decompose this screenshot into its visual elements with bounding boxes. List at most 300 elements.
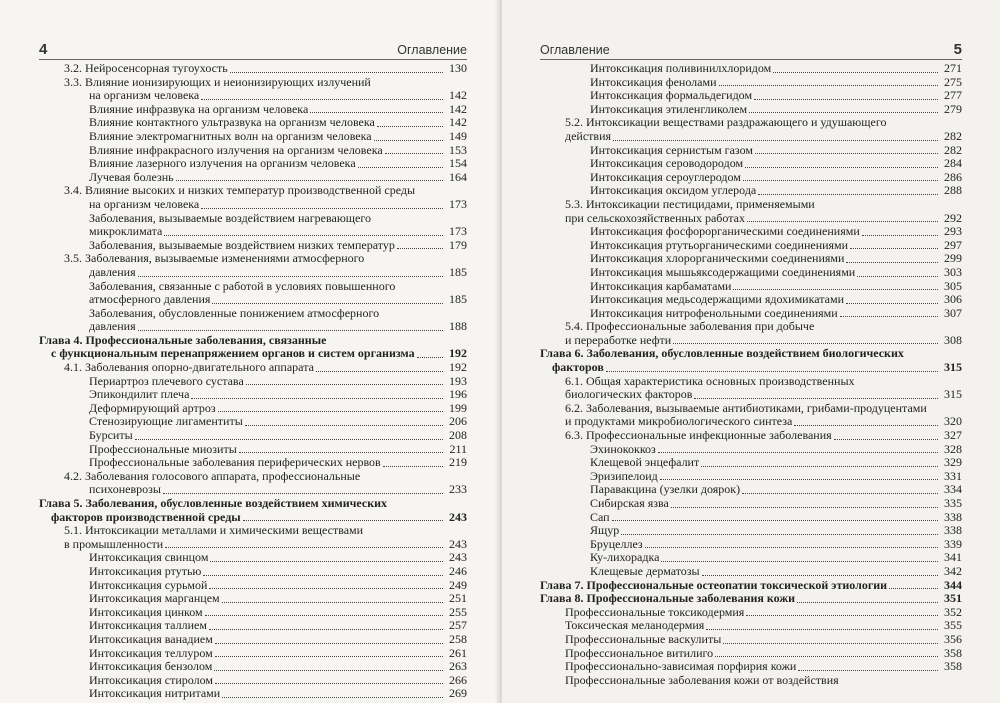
dot-leader — [135, 438, 443, 440]
toc-entry — [39, 687, 467, 701]
toc-entry — [39, 511, 467, 525]
dot-leader — [310, 111, 443, 113]
right-page — [502, 0, 1000, 703]
dot-leader — [191, 397, 443, 399]
toc-entry-title: Влияние инфразвука на организм человека — [89, 102, 309, 116]
toc-entry-page: 282 — [944, 142, 962, 157]
toc-entry — [39, 633, 467, 647]
dot-leader — [840, 315, 938, 317]
toc-entry-title: Профессиональные заболевания периферических нервов — [89, 456, 381, 470]
toc-entry — [39, 579, 467, 593]
toc-entry — [540, 184, 962, 198]
toc-entry-title: Стенозирующие лигаментиты — [89, 415, 243, 429]
toc-entry-title: в промышленности — [64, 537, 164, 551]
toc-entry — [540, 375, 962, 389]
toc-entry — [540, 212, 962, 226]
dot-leader — [613, 139, 938, 141]
dot-leader — [758, 193, 938, 195]
toc-entry-page: 342 — [944, 563, 962, 578]
toc-entry-title: Интоксикация поливинилхлоридом — [590, 62, 772, 75]
toc-entry-title: Профессиональные токсикодермия — [565, 605, 745, 619]
toc-entry — [39, 565, 467, 579]
toc-entry-title: при сельскохозяйственных работах — [565, 211, 745, 225]
toc-entry — [540, 89, 962, 103]
toc-entry-page: 306 — [944, 292, 962, 307]
left-page-number: 4 — [39, 41, 48, 58]
dot-leader — [138, 329, 443, 331]
toc-entry — [540, 171, 962, 185]
dot-leader — [857, 275, 938, 277]
toc-entry-title: Интоксикация медьсодержащими ядохимикатами — [590, 293, 844, 307]
toc-entry-page: 355 — [944, 618, 962, 633]
toc-entry — [39, 334, 467, 348]
toc-entry — [39, 483, 467, 497]
toc-entry — [39, 280, 467, 294]
toc-entry — [540, 551, 962, 565]
toc-entry-page: 246 — [449, 563, 467, 578]
toc-entry — [540, 130, 962, 144]
dot-leader — [215, 655, 443, 657]
toc-entry-title: 6.3. Профессиональные инфекционные заболевания — [565, 429, 832, 443]
toc-entry — [540, 579, 962, 593]
toc-entry-title: Глава 8. Профессиональные заболевания кожи — [540, 592, 795, 606]
toc-entry — [540, 266, 962, 280]
toc-entry — [39, 674, 467, 688]
toc-entry — [39, 320, 467, 334]
toc-entry-title: Интоксикация свинцом — [89, 551, 209, 565]
toc-entry — [39, 647, 467, 661]
dot-leader — [889, 587, 938, 589]
dot-leader — [719, 84, 939, 86]
toc-entry — [540, 511, 962, 525]
dot-leader — [362, 479, 443, 480]
toc-entry — [540, 592, 962, 606]
toc-entry — [39, 660, 467, 674]
dot-leader — [383, 465, 443, 467]
dot-leader — [658, 451, 938, 453]
left-running-title: Оглавление — [397, 43, 467, 57]
toc-entry — [540, 674, 962, 688]
toc-entry — [39, 239, 467, 253]
toc-entry-page: 331 — [944, 468, 962, 483]
dot-leader — [850, 247, 938, 249]
toc-entry — [39, 429, 467, 443]
toc-entry-page: 271 — [944, 61, 962, 75]
toc-entry — [540, 429, 962, 443]
toc-entry — [39, 388, 467, 402]
toc-entry — [540, 76, 962, 90]
dot-leader — [794, 424, 938, 426]
toc-entry — [39, 606, 467, 620]
toc-entry-page: 338 — [944, 509, 962, 524]
toc-entry — [39, 456, 467, 470]
dot-leader — [239, 451, 443, 453]
toc-entry-page: 344 — [944, 577, 962, 592]
toc-entry-page: 315 — [944, 387, 962, 402]
toc-entry-page: 320 — [944, 414, 962, 429]
toc-entry — [39, 592, 467, 606]
dot-leader — [163, 492, 443, 494]
toc-entry-page: 243 — [449, 550, 467, 565]
toc-entry — [39, 524, 467, 538]
toc-entry-title: Интоксикация нитрофенольными соединениями — [590, 306, 838, 320]
toc-entry — [39, 198, 467, 212]
toc-entry-page: 153 — [449, 142, 467, 157]
toc-entry-page: 288 — [944, 183, 962, 198]
toc-entry-title: Клещевой энцефалит — [590, 456, 700, 470]
toc-entry-title: 3.5. Заболевания, вызываемые изменениями атмосферного — [64, 252, 365, 266]
toc-entry-page: 269 — [449, 686, 467, 701]
toc-entry — [39, 144, 467, 158]
dot-leader — [366, 262, 443, 263]
toc-entry-page: 196 — [449, 387, 467, 402]
dot-leader — [215, 682, 443, 684]
toc-entry — [540, 144, 962, 158]
dot-leader — [365, 534, 443, 535]
dot-leader — [834, 438, 938, 440]
dot-leader — [715, 655, 938, 657]
toc-entry — [540, 280, 962, 294]
toc-entry-title: Глава 6. Заболевания, обусловленные воздействием биологических — [540, 347, 904, 361]
toc-entry — [39, 103, 467, 117]
toc-entry — [39, 443, 467, 457]
toc-entry-title: факторов производственной среды — [51, 510, 241, 524]
toc-entry — [39, 89, 467, 103]
toc-entry-title: 4.2. Заболевания голосового аппарата, профессиональные — [64, 469, 361, 483]
toc-entry-page: 192 — [449, 360, 467, 375]
toc-entry — [540, 388, 962, 402]
toc-entry-page: 275 — [944, 74, 962, 89]
toc-entry-title: Эризипелоид — [590, 469, 658, 483]
toc-entry-page: 338 — [944, 523, 962, 538]
toc-entry-title: Профессиональное витилиго — [565, 646, 714, 660]
dot-leader — [201, 207, 443, 209]
toc-entry — [39, 184, 467, 198]
dot-leader — [417, 356, 443, 358]
toc-entry-page: 305 — [944, 278, 962, 293]
toc-entry-page: 243 — [449, 509, 467, 524]
dot-leader — [358, 166, 443, 168]
toc-entry-title: Интоксикация сернистым газом — [590, 143, 753, 157]
dot-leader — [660, 478, 938, 480]
toc-entry — [540, 456, 962, 470]
left-header-rule — [39, 59, 467, 60]
toc-entry — [540, 565, 962, 579]
dot-leader — [373, 85, 443, 86]
toc-entry-title: Эхинококкоз — [590, 442, 656, 456]
toc-entry-page: 307 — [944, 305, 962, 320]
toc-entry-title: Бурситы — [89, 429, 133, 443]
dot-leader — [694, 397, 938, 399]
dot-leader — [214, 669, 443, 671]
dot-leader — [209, 587, 443, 589]
dot-leader — [645, 546, 938, 548]
toc-entry-title: Ку-лихорадка — [590, 551, 660, 565]
dot-leader — [209, 628, 443, 630]
toc-entry-page: 154 — [449, 156, 467, 171]
toc-entry-title: Паравакцина (узелки доярок) — [590, 483, 741, 497]
toc-entry-page: 258 — [449, 631, 467, 646]
toc-entry-title: Заболевания, вызываемые воздействием нагревающего — [89, 211, 371, 225]
toc-entry-title: Интоксикация ртутьорганическими соединениями — [590, 238, 849, 252]
dot-leader — [929, 411, 938, 412]
dot-leader — [857, 384, 938, 385]
right-header-rule — [540, 59, 962, 60]
toc-entry-page: 299 — [944, 251, 962, 266]
toc-entry-title: Интоксикация сероуглеродом — [590, 170, 741, 184]
dot-leader — [846, 302, 938, 304]
toc-entry-page: 356 — [944, 631, 962, 646]
dot-leader — [841, 683, 938, 684]
toc-entry-page: 193 — [449, 373, 467, 388]
toc-entry-page: 142 — [449, 101, 467, 116]
toc-entry-title: Глава 5. Заболевания, обусловленные воздействием химических — [39, 497, 388, 510]
toc-entry-title: Интоксикация карбаматами — [590, 279, 732, 293]
toc-entry — [540, 361, 962, 375]
toc-entry — [39, 171, 467, 185]
toc-entry — [39, 551, 467, 565]
dot-leader — [328, 343, 443, 344]
dot-leader — [702, 574, 938, 576]
toc-entry-page: 358 — [944, 659, 962, 674]
toc-entry-title: Интоксикация цинком — [89, 605, 203, 619]
dot-leader — [773, 71, 938, 73]
dot-leader — [381, 316, 443, 317]
toc-entry — [540, 497, 962, 511]
toc-entry-page: 206 — [449, 414, 467, 429]
toc-entry-page: 185 — [449, 264, 467, 279]
toc-entry-page: 358 — [944, 645, 962, 660]
toc-entry-page: 179 — [449, 237, 467, 252]
toc-entry-title: биологических факторов — [565, 388, 693, 402]
toc-entry-title: Влияние инфракрасного излучения на организм человека — [89, 143, 383, 157]
dot-leader — [210, 560, 443, 562]
toc-entry-title: 3.3. Влияние ионизирующих и неионизирующих излучений — [64, 75, 371, 89]
toc-entry-page: 327 — [944, 428, 962, 443]
toc-entry — [540, 307, 962, 321]
dot-leader — [817, 208, 938, 209]
toc-entry-page: 185 — [449, 292, 467, 307]
toc-entry-title: Клещевые дерматозы — [590, 564, 700, 578]
toc-entry — [39, 361, 467, 375]
toc-entry-page: 263 — [449, 659, 467, 674]
toc-entry-page: 199 — [449, 400, 467, 415]
dot-leader — [745, 166, 938, 168]
toc-entry-title: Эпикондилит плеча — [89, 388, 190, 402]
toc-entry-page: 284 — [944, 156, 962, 171]
toc-entry-page: 292 — [944, 210, 962, 225]
toc-entry — [540, 198, 962, 212]
toc-entry-title: Интоксикация таллием — [89, 619, 207, 633]
toc-entry-page: 173 — [449, 224, 467, 239]
toc-entry — [540, 62, 962, 76]
toc-entry-title: с функциональным перенапряжением органов и систем организма — [51, 347, 415, 361]
toc-entry-page: 335 — [944, 496, 962, 510]
dot-leader — [906, 357, 938, 358]
toc-entry-page: 352 — [944, 604, 962, 619]
toc-entry-title: 5.2. Интоксикации веществами раздражающего и удушающего — [565, 116, 887, 130]
toc-entry — [39, 266, 467, 280]
toc-entry-title: Интоксикация ванадием — [89, 632, 213, 646]
dot-leader — [218, 410, 443, 412]
toc-entry-page: 339 — [944, 536, 962, 551]
toc-entry-title: Заболевания, вызываемые воздействием низких температур — [89, 238, 395, 252]
toc-entry-title: Интоксикация оксидом углерода — [590, 184, 757, 198]
dot-leader — [245, 424, 443, 426]
toc-entry-title: на организм человека — [89, 89, 200, 103]
toc-entry-title: Заболевания, обусловленные понижением атмосферного — [89, 306, 380, 320]
toc-entry-title: Интоксикация теллуром — [89, 646, 213, 660]
toc-entry-title: 5.3. Интоксикации пестицидами, применяемыми — [565, 197, 815, 211]
dot-leader — [661, 560, 938, 562]
toc-entry-title: Интоксикация сурьмой — [89, 578, 208, 592]
toc-entry-page: 164 — [449, 169, 467, 184]
dot-leader — [673, 342, 938, 344]
toc-entry-page: 257 — [449, 618, 467, 633]
toc-entry — [39, 415, 467, 429]
toc-entry-page: 282 — [944, 128, 962, 143]
dot-leader — [797, 601, 938, 603]
dot-leader — [243, 519, 443, 521]
toc-entry — [39, 347, 467, 361]
toc-entry — [39, 497, 467, 511]
dot-leader — [747, 220, 938, 222]
toc-entry-title: Интоксикация фенолами — [590, 75, 717, 89]
dot-leader — [749, 111, 938, 113]
toc-entry-page: 341 — [944, 550, 962, 565]
toc-entry-title: Сибирская язва — [590, 497, 669, 510]
toc-entry-title: Влияние лазерного излучения на организм человека — [89, 157, 356, 171]
dot-leader — [723, 642, 938, 644]
toc-entry-page: 211 — [449, 441, 467, 456]
toc-entry-title: действия — [565, 129, 612, 143]
dot-leader — [746, 614, 938, 616]
toc-entry — [39, 293, 467, 307]
toc-entry — [540, 538, 962, 552]
dot-leader — [606, 370, 938, 372]
toc-entry — [39, 212, 467, 226]
toc-entry — [540, 524, 962, 538]
toc-entry-title: Деформирующий артроз — [89, 401, 216, 415]
toc-entry — [39, 157, 467, 171]
toc-entry — [39, 225, 467, 239]
dot-leader — [397, 289, 443, 290]
toc-entry — [540, 320, 962, 334]
toc-entry-title: Интоксикация формальдегидом — [590, 89, 753, 103]
toc-entry-page: 192 — [449, 346, 467, 361]
toc-entry-page: 328 — [944, 441, 962, 456]
dot-leader — [246, 383, 443, 385]
toc-entry — [39, 130, 467, 144]
toc-entry-page: 308 — [944, 332, 962, 347]
toc-entry — [39, 252, 467, 266]
toc-entry-title: Влияние контактного ультразвука на организм человека — [89, 116, 375, 130]
dot-leader — [389, 507, 443, 508]
dot-leader — [374, 139, 443, 141]
toc-entry — [540, 633, 962, 647]
toc-entry-title: Профессиональные миозиты — [89, 442, 237, 456]
right-running-title: Оглавление — [540, 43, 610, 57]
toc-entry — [540, 443, 962, 457]
toc-entry — [540, 239, 962, 253]
toc-entry-title: Профессиональные васкулиты — [565, 632, 722, 646]
dot-leader — [742, 492, 938, 494]
toc-entry-page: 188 — [449, 319, 467, 334]
toc-entry-title: 4.1. Заболевания опорно-двигательного аппарата — [64, 361, 314, 375]
toc-entry-title: факторов — [552, 361, 604, 375]
dot-leader — [230, 71, 443, 73]
toc-entry-title: 3.2. Нейросенсорная тугоухость — [64, 62, 228, 75]
toc-entry-page: 249 — [449, 577, 467, 592]
toc-entry-title: Интоксикация ртутью — [89, 564, 202, 578]
toc-entry-title: Интоксикация нитритами — [89, 687, 221, 701]
toc-entry-title: Интоксикация стиролом — [89, 673, 213, 687]
toc-entry — [39, 375, 467, 389]
toc-entry — [39, 402, 467, 416]
toc-entry-page: 303 — [944, 264, 962, 279]
toc-entry-page: 255 — [449, 604, 467, 619]
dot-leader — [755, 152, 938, 154]
toc-entry-title: 5.4. Профессиональные заболевания при добыче — [565, 320, 815, 334]
toc-entry-title: давления — [89, 320, 136, 334]
dot-leader — [743, 179, 938, 181]
toc-entry-title: Заболевания, связанные с работой в условиях повышенного — [89, 279, 396, 293]
toc-entry-title: давления — [89, 265, 136, 279]
toc-entry — [39, 76, 467, 90]
toc-entry-title: 3.4. Влияние высоких и низких температур производственной среды — [64, 184, 416, 198]
toc-entry — [39, 619, 467, 633]
toc-entry-page: 130 — [449, 61, 467, 75]
toc-entry-title: Влияние электромагнитных волн на организм человека — [89, 129, 372, 143]
toc-entry-title: 6.2. Заболевания, вызываемые антибиотиками, грибами-продуцентами — [565, 401, 927, 415]
toc-entry — [540, 415, 962, 429]
toc-entry-page: 219 — [449, 455, 467, 470]
dot-leader — [733, 288, 938, 290]
toc-entry-page: 297 — [944, 237, 962, 252]
toc-entry — [540, 334, 962, 348]
toc-entry — [540, 293, 962, 307]
dot-leader — [798, 669, 938, 671]
toc-entry-title: Глава 7. Профессиональные остеопатии токсической этиологии — [540, 578, 888, 592]
toc-entry-title: 6.1. Общая характеристика основных производственных — [565, 374, 855, 388]
toc-entry — [540, 225, 962, 239]
dot-leader — [417, 194, 443, 195]
toc-entry — [540, 252, 962, 266]
toc-entry-title: Профессиональные заболевания кожи от воздействия — [565, 673, 839, 687]
dot-leader — [846, 261, 938, 263]
toc-entry-page: 208 — [449, 428, 467, 443]
dot-leader — [215, 642, 443, 644]
dot-leader — [397, 247, 443, 249]
toc-entry-title: Лучевая болезнь — [89, 170, 174, 184]
toc-entry — [540, 402, 962, 416]
toc-entry-title: Токсическая меланодермия — [565, 619, 705, 633]
toc-entry-page: 173 — [449, 196, 467, 211]
toc-entry-page: 266 — [449, 672, 467, 687]
dot-leader — [201, 98, 443, 100]
dot-leader — [888, 126, 938, 127]
dot-leader — [816, 330, 938, 331]
dot-leader — [316, 370, 443, 372]
toc-entry — [39, 116, 467, 130]
dot-leader — [165, 546, 443, 548]
dot-leader — [621, 533, 938, 535]
toc-entry — [540, 116, 962, 130]
toc-entry — [540, 157, 962, 171]
dot-leader — [138, 275, 443, 277]
toc-entry-title: Интоксикация мышьяксодержащими соединениями — [590, 265, 856, 279]
dot-leader — [612, 519, 938, 521]
